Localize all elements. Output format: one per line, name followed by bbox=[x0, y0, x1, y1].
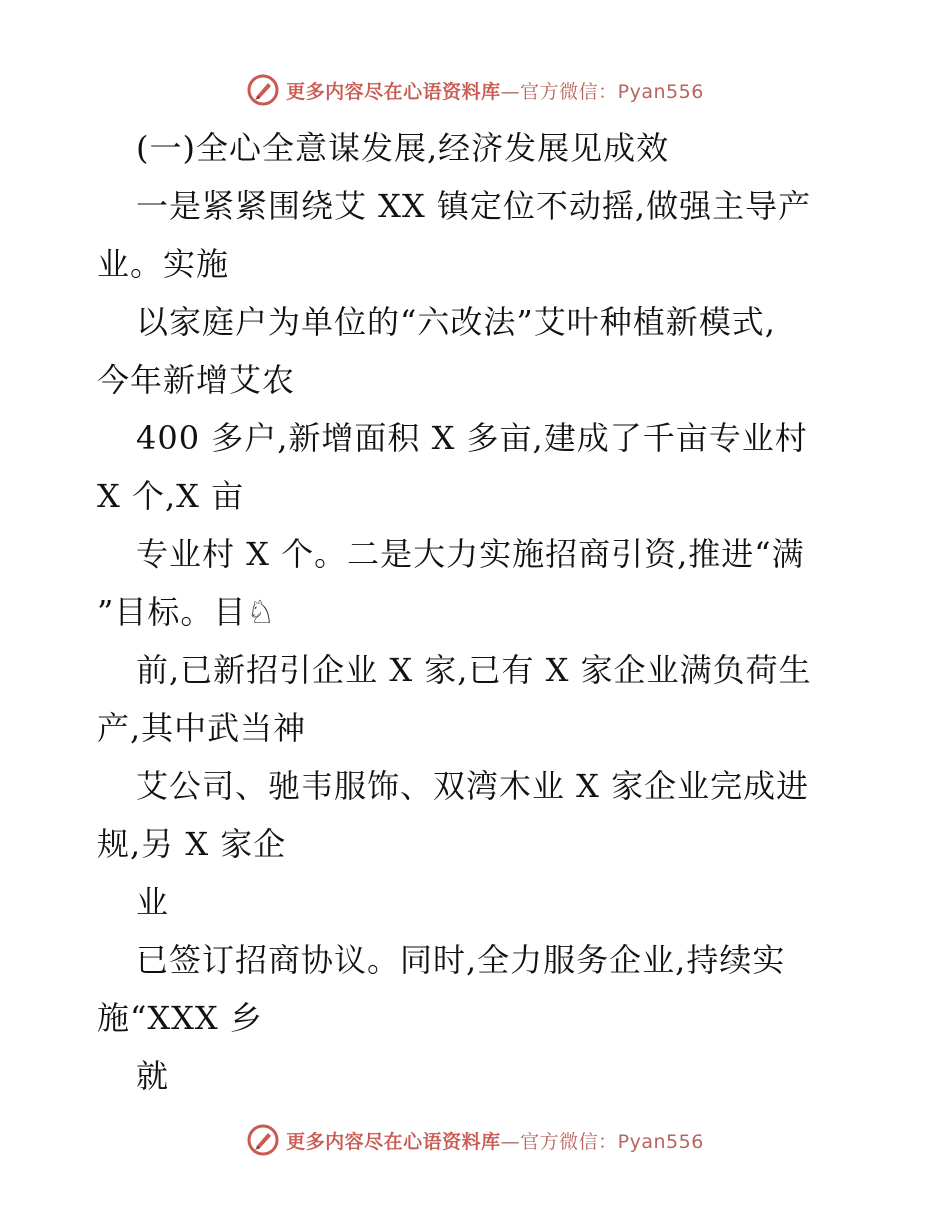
paragraph-line: 今年新增艾农 bbox=[97, 361, 296, 399]
header-watermark bbox=[0, 70, 950, 110]
paragraph-line: 规,另 X 家企 bbox=[97, 825, 287, 863]
pen-nib-logo-icon bbox=[246, 1123, 280, 1157]
watermark-separator: — bbox=[500, 80, 521, 103]
paragraph-line: 一是紧紧围绕艾 XX 镇定位不动摇,做强主导产 bbox=[136, 187, 812, 225]
watermark-sub-text: 官方微信：Pyan556 bbox=[520, 80, 704, 103]
paragraph-line: 业。实施 bbox=[97, 245, 230, 283]
pen-nib-logo-icon bbox=[246, 73, 280, 107]
section-heading: (一)全心全意谋发展,经济发展见成效 bbox=[136, 129, 670, 167]
paragraph-line: 艾公司、驰韦服饰、双湾木业 X 家企业完成进 bbox=[136, 767, 810, 805]
paragraph-line: 专业村 X 个。二是大力实施招商引资,推进“满 bbox=[136, 535, 805, 573]
paragraph-line: 施“XXX 乡 bbox=[97, 999, 263, 1037]
watermark-main-text: 更多内容尽在心语资料库 bbox=[286, 80, 501, 103]
paragraph-line: 前,已新招引企业 X 家,已有 X 家企业满负荷生 bbox=[136, 651, 812, 689]
footer-watermark bbox=[0, 1120, 950, 1160]
watermark-main-text: 更多内容尽在心语资料库 bbox=[286, 1130, 501, 1153]
paragraph-line: 以家庭户为单位的“六改法”艾叶种植新模式, bbox=[136, 303, 776, 341]
paragraph-line: 400 多户,新增面积 X 多亩,建成了千亩专业村 bbox=[136, 419, 808, 457]
watermark-sub-text: 官方微信：Pyan556 bbox=[520, 1130, 704, 1153]
paragraph-line: X 个,X 亩 bbox=[97, 477, 245, 515]
paragraph-line: 已签订招商协议。同时,全力服务企业,持续实 bbox=[136, 941, 786, 979]
watermark-separator: — bbox=[500, 1130, 521, 1153]
paragraph-line: 就 bbox=[136, 1057, 170, 1095]
paragraph-line: 产,其中武当神 bbox=[97, 709, 307, 747]
paragraph-line: 业 bbox=[136, 883, 170, 921]
paragraph-line: ”目标。目♘ bbox=[97, 593, 277, 631]
